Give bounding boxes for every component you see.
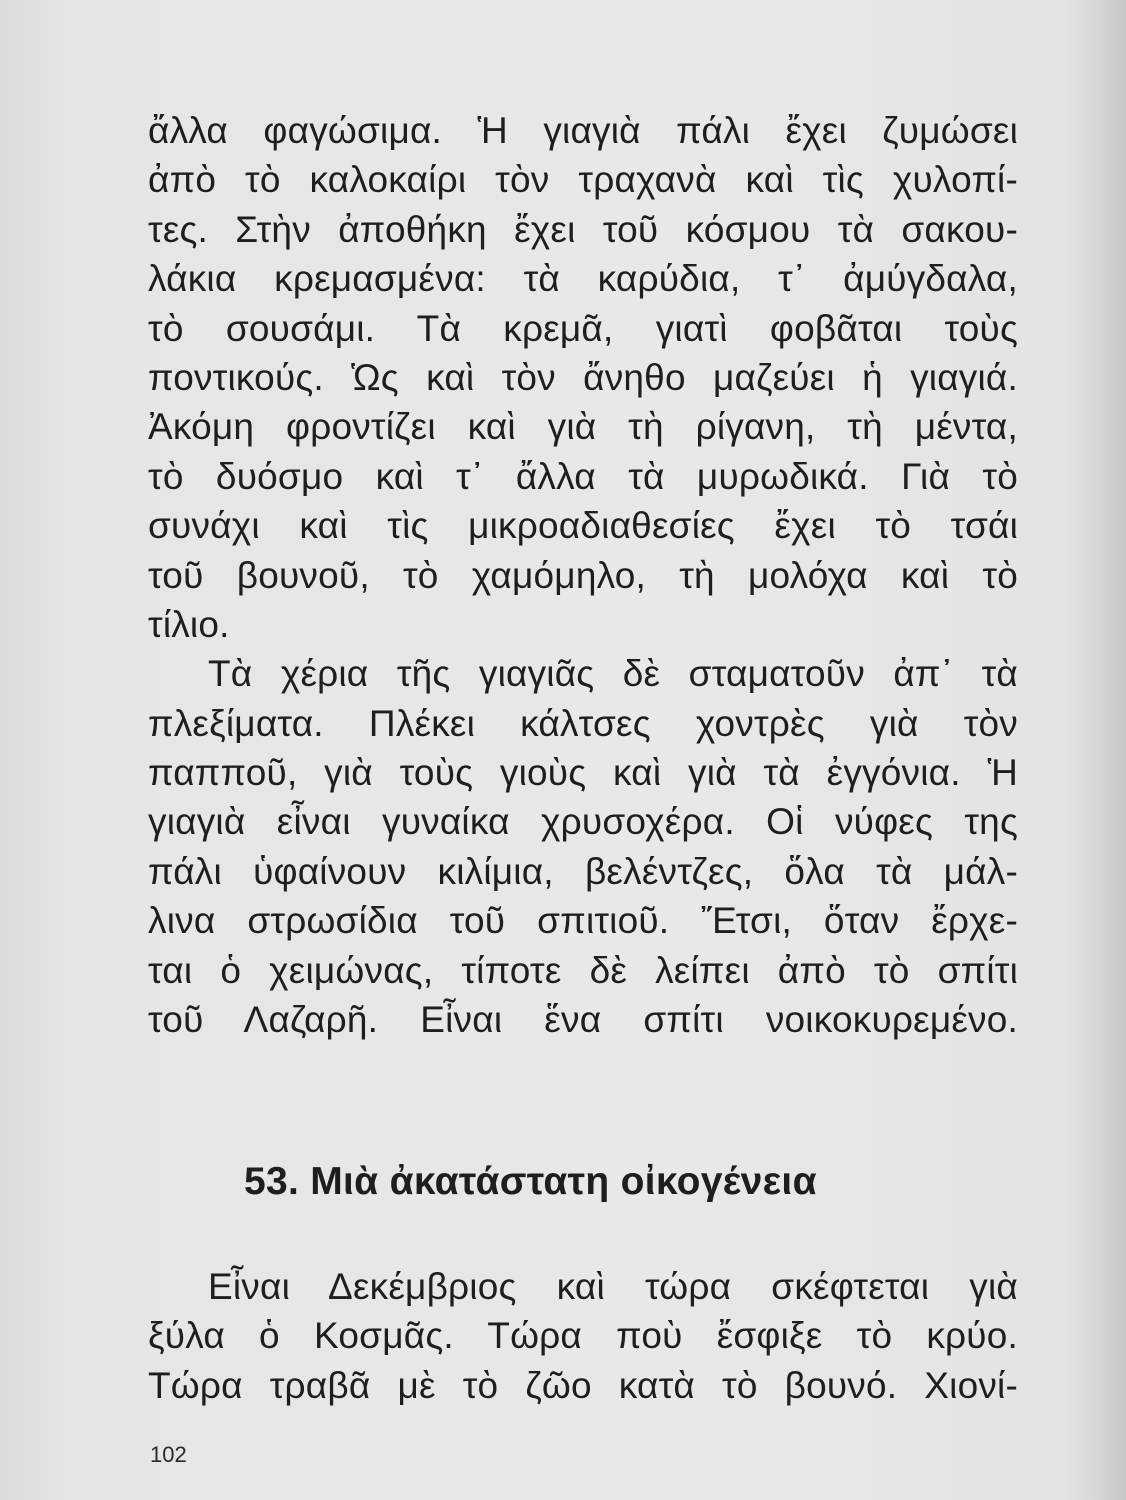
text-line: τὸ σουσάμι. Τὰ κρεμᾶ, γιατὶ φοβᾶται τοὺς bbox=[148, 307, 1018, 349]
text-line: παπποῦ, γιὰ τοὺς γιοὺς καὶ γιὰ τὰ ἐγγόνια. Ἡ bbox=[148, 752, 1018, 794]
text-line: ποντικούς. Ὡς καὶ τὸν ἄνηθο μαζεύει ἡ γιαγιά. bbox=[148, 356, 1018, 398]
text-line: ξύλα ὁ Κοσμᾶς. Τώρα ποὺ ἔσφιξε τὸ κρύο. bbox=[148, 1315, 1018, 1357]
text-line: γιαγιὰ εἶναι γυναίκα χρυσοχέρα. Οἱ νύφες της bbox=[148, 801, 1018, 843]
text-line: ται ὁ χειμώνας, τίποτε δὲ λείπει ἀπὸ τὸ σπίτι bbox=[148, 949, 1018, 991]
text-line: τοῦ βουνοῦ, τὸ χαμόμηλο, τὴ μολόχα καὶ τὸ bbox=[148, 554, 1018, 596]
text-line: ἀπὸ τὸ καλοκαίρι τὸν τραχανὰ καὶ τὶς χυλοπί- bbox=[148, 159, 1018, 201]
body-text-top bbox=[148, 106, 1018, 1044]
text-line: λάκια κρεμασμένα: τὰ καρύδια, τ᾽ ἀμύγδαλα, bbox=[148, 258, 1018, 300]
text-line: Τὰ χέρια τῆς γιαγιᾶς δὲ σταματοῦν ἀπ᾽ τὰ bbox=[208, 653, 1018, 695]
text-line: τίλιο. bbox=[148, 603, 230, 645]
text-line: πάλι ὑφαίνουν κιλίμια, βελέντζες, ὅλα τὰ μάλ- bbox=[148, 850, 1018, 892]
text-line: πλεξίματα. Πλέκει κάλτσες χοντρὲς γιὰ τὸν bbox=[148, 702, 1018, 744]
page-number: 102 bbox=[150, 1442, 187, 1467]
text-line: Τώρα τραβᾶ μὲ τὸ ζῶο κατὰ τὸ βουνό. Χιονί- bbox=[148, 1364, 1018, 1406]
text-line: τες. Στὴν ἀποθήκη ἔχει τοῦ κόσμου τὰ σακου- bbox=[148, 208, 1018, 250]
text-line: Ἀκόμη φροντίζει καὶ γιὰ τὴ ρίγανη, τὴ μέντα, bbox=[148, 406, 1018, 448]
text-line: τοῦ Λαζαρῆ. Εἶναι ἕνα σπίτι νοικοκυρεμένο. bbox=[148, 999, 1018, 1041]
text-line: Εἶναι Δεκέμβριος καὶ τώρα σκέφτεται γιὰ bbox=[208, 1266, 1018, 1307]
text-line: ἄλλα φαγώσιμα. Ἡ γιαγιὰ πάλι ἔχει ζυμώσει bbox=[148, 110, 1018, 151]
body-text-bottom bbox=[148, 1262, 1018, 1410]
text-line: λινα στρωσίδια τοῦ σπιτιοῦ. Ἔτσι, ὅταν ἔρχε- bbox=[148, 900, 1018, 942]
chapter-heading: 53. Μιὰ ἀκατάστατη οἰκογένεια bbox=[244, 1160, 817, 1203]
text-line: συνάχι καὶ τὶς μικροαδιαθεσίες ἔχει τὸ τσάι bbox=[148, 505, 1018, 547]
text-line: τὸ δυόσμο καὶ τ᾽ ἄλλα τὰ μυρωδικά. Γιὰ τὸ bbox=[148, 455, 1018, 497]
